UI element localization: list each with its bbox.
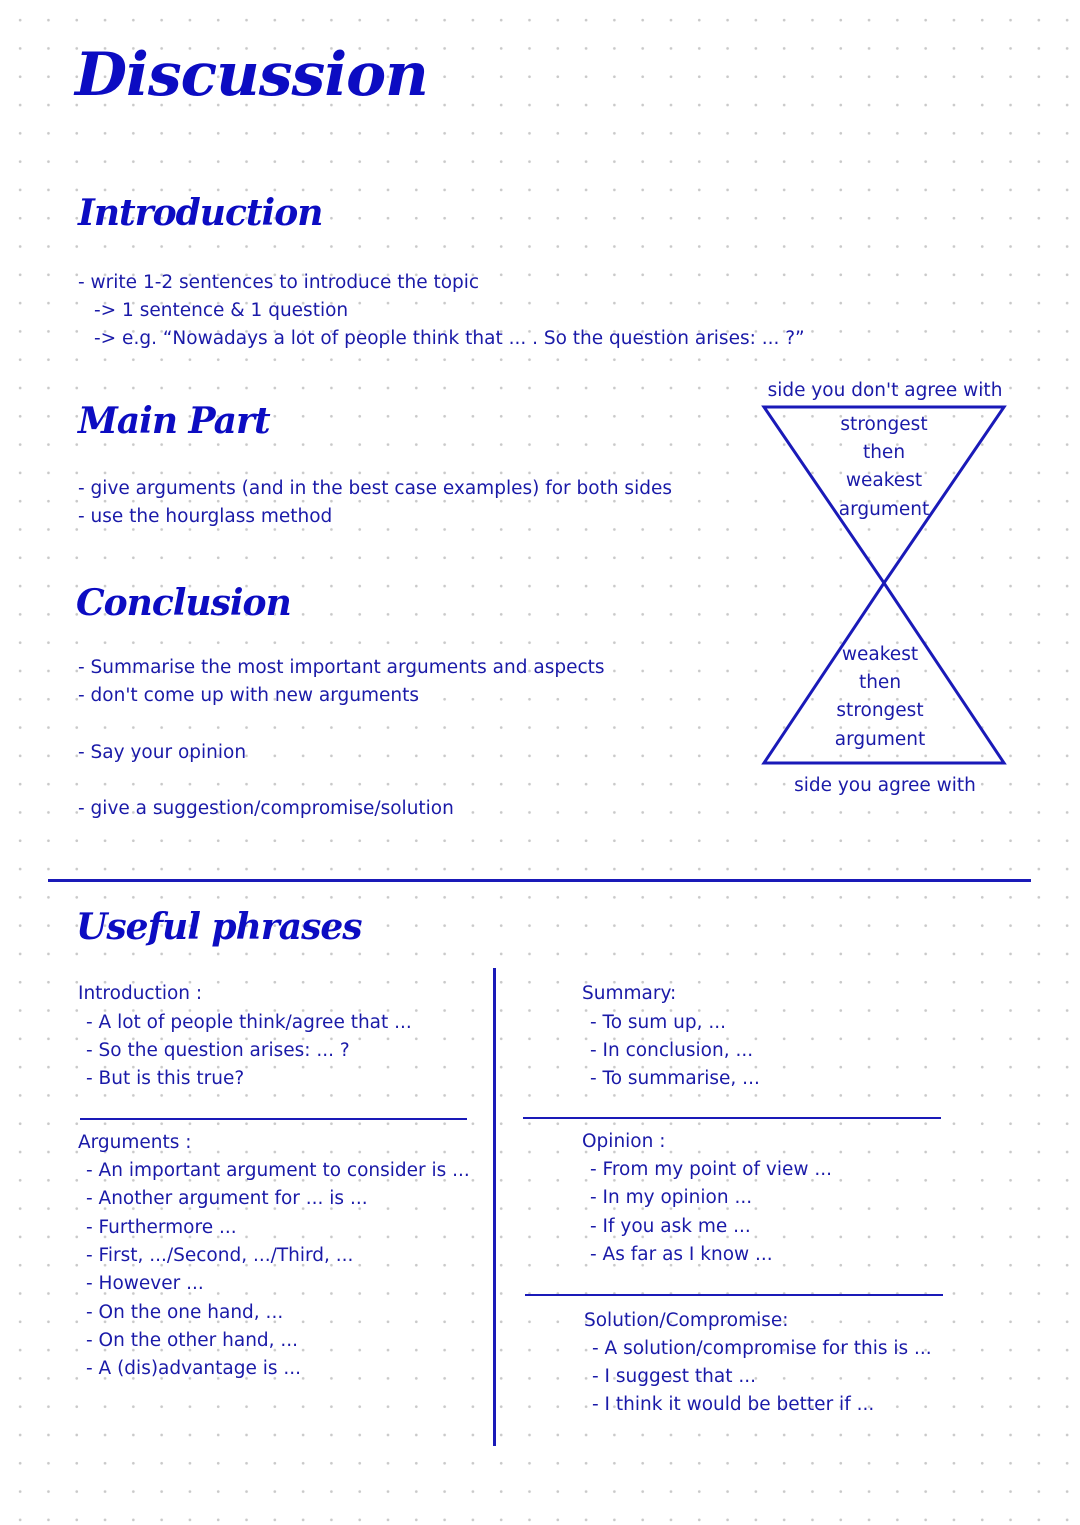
main-part-line: - use the hourglass method [78,506,333,527]
phrase-item: - So the question arises: ... ? [86,1040,350,1061]
phrases-arguments-label: Arguments : [78,1132,192,1153]
introduction-line: -> e.g. “Nowadays a lot of people think that ... . So the question arises: ... ?” [94,328,805,349]
page-title: Discussion [75,40,428,110]
phrase-item: - Another argument for ... is ... [86,1188,368,1209]
phrases-opinion-label: Opinion : [582,1131,666,1152]
phrase-item: - From my point of view ... [590,1159,833,1180]
useful-phrases-heading: Useful phrases [76,906,362,948]
phrase-item: - In conclusion, ... [590,1040,754,1061]
hourglass-top-text: argument [838,499,930,520]
hourglass-bottom-text: strongest [836,700,924,721]
phrase-item: - I think it would be better if ... [592,1394,875,1415]
introduction-line: - write 1-2 sentences to introduce the topic [78,272,480,293]
phrase-item: - A solution/compromise for this is ... [592,1338,932,1359]
phrase-item: - As far as I know ... [590,1244,773,1265]
introduction-heading: Introduction [78,192,323,234]
conclusion-heading: Conclusion [76,582,291,624]
phrase-item: - First, .../Second, .../Third, ... [86,1245,354,1266]
conclusion-line: - don't come up with new arguments [78,685,420,706]
right-separator [523,1117,941,1119]
phrases-introduction-label: Introduction : [78,983,203,1004]
hourglass-top-text: weakest [845,470,923,491]
phrase-item: - But is this true? [86,1068,245,1089]
phrases-summary-label: Summary: [582,983,677,1004]
right-separator [525,1294,943,1296]
hourglass-bottom-text: weakest [841,644,919,665]
phrase-item: - On the one hand, ... [86,1302,284,1323]
section-divider [48,879,1031,882]
hourglass-bottom-label: side you agree with [794,775,976,796]
hourglass-top-text: strongest [840,414,928,435]
hourglass-bottom-text: then [858,672,902,693]
phrase-item: - A lot of people think/agree that ... [86,1012,412,1033]
hourglass-bottom-text: argument [834,729,926,750]
hourglass-top-label: side you don't agree with [767,380,1003,401]
hourglass-top-text: then [862,442,906,463]
conclusion-line: - give a suggestion/compromise/solution [78,798,454,819]
phrases-solution-label: Solution/Compromise: [584,1310,789,1331]
phrase-item: - To summarise, ... [590,1068,760,1089]
left-separator [80,1118,467,1120]
main-part-heading: Main Part [78,400,270,442]
phrase-item: - A (dis)advantage is ... [86,1358,302,1379]
conclusion-line: - Summarise the most important arguments and aspects [78,657,605,678]
phrase-item: - An important argument to consider is ... [86,1160,470,1181]
conclusion-line: - Say your opinion [78,742,247,763]
phrase-item: - If you ask me ... [590,1216,751,1237]
phrase-item: - In my opinion ... [590,1187,753,1208]
phrase-item: - I suggest that ... [592,1366,756,1387]
introduction-line: -> 1 sentence & 1 question [94,300,349,321]
phrase-item: - Furthermore ... [86,1217,237,1238]
main-part-line: - give arguments (and in the best case examples) for both sides [78,478,672,499]
column-divider [493,968,496,1446]
phrase-item: - On the other hand, ... [86,1330,299,1351]
phrase-item: - However ... [86,1273,204,1294]
phrase-item: - To sum up, ... [590,1012,727,1033]
